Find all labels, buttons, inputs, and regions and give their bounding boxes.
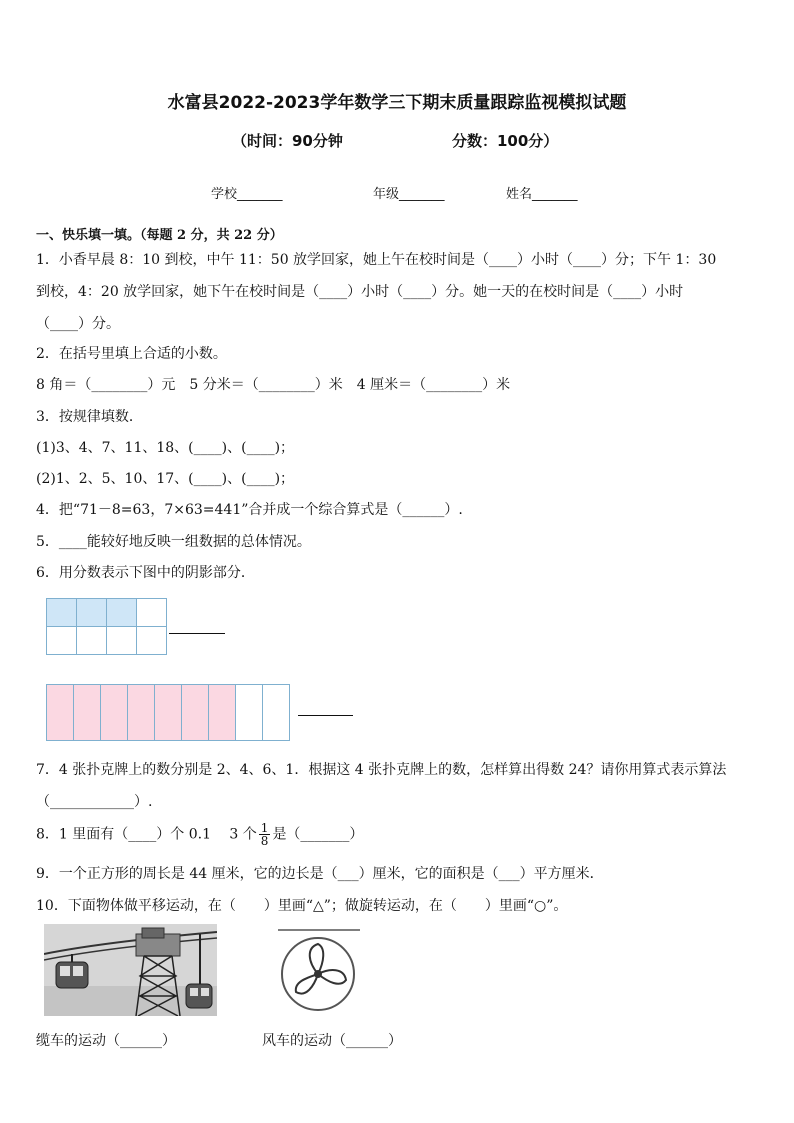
grid-cell-shaded xyxy=(182,685,209,741)
grid-cell-shaded xyxy=(155,685,182,741)
fraction-grid-bottom xyxy=(46,684,290,741)
question-8-part-1: 8．1 里面有（____）个 0.1 3 个 xyxy=(36,826,257,843)
question-8-part-2: 是（_______） xyxy=(272,826,364,843)
question-10: 10．下面物体做平移运动，在（ ）里画“△”；做旋转运动，在（ ）里画“○”。 xyxy=(36,898,568,914)
question-4: 4．把“71－8=63，7×63=441”合并成一个综合算式是（______）. xyxy=(36,502,463,518)
answer-line-grid-bottom[interactable] xyxy=(298,715,353,716)
question-3-line-3: (2)1、2、5、10、17、(____)、(____)； xyxy=(36,471,295,487)
question-1-line-1: 1．小香早晨 8：10 到校，中午 11：50 放学回家，她上午在校时间是（____）小时（____）分；下午 1：30 xyxy=(36,252,717,268)
grid-cell xyxy=(107,627,137,655)
grid-cell xyxy=(77,627,107,655)
windmill-image xyxy=(272,926,364,1018)
question-5: 5．____能较好地反映一组数据的总体情况。 xyxy=(36,534,311,550)
question-3-line-1: 3．按规律填数． xyxy=(36,409,143,425)
question-9: 9．一个正方形的周长是 44 厘米，它的边长是（___）厘米，它的面积是（___）平方厘米． xyxy=(36,866,604,882)
cable-car-caption: 缆车的运动（______） xyxy=(36,1033,176,1049)
page-title: 水富县2022-2023学年数学三下期末质量跟踪监视模拟试题 xyxy=(167,93,627,113)
grid-cell-shaded xyxy=(101,685,128,741)
grid-cell-shaded xyxy=(107,599,137,627)
grid-cell-shaded xyxy=(47,685,74,741)
grid-cell-shaded xyxy=(47,599,77,627)
grid-cell xyxy=(137,599,167,627)
school-field[interactable]: 学校_______ xyxy=(211,187,283,202)
fraction-grid-top xyxy=(46,598,167,655)
question-2-line-1: 2．在括号里填上合适的小数。 xyxy=(36,346,227,362)
name-field[interactable]: 姓名_______ xyxy=(506,187,578,202)
fraction-denominator: 8 xyxy=(260,834,269,848)
fraction-one-eighth xyxy=(259,822,271,847)
fraction-numerator: 1 xyxy=(260,821,269,835)
grid-cell xyxy=(137,627,167,655)
grid-cell-shaded xyxy=(74,685,101,741)
windmill-caption: 风车的运动（______） xyxy=(262,1033,402,1049)
exam-score: 分数：100分） xyxy=(452,132,559,150)
question-2-line-2: 8 角＝（________）元 5 分米＝（________）米 4 厘米＝（________）米 xyxy=(36,377,511,393)
grid-cell xyxy=(47,627,77,655)
grid-cell-shaded xyxy=(128,685,155,741)
question-6: 6．用分数表示下图中的阴影部分． xyxy=(36,565,255,581)
question-7-line-2: （____________）. xyxy=(36,794,153,810)
exam-time: （时间：90分钟 xyxy=(232,132,343,150)
grid-cell-shaded xyxy=(209,685,236,741)
question-1-line-2: 到校，4：20 放学回家，她下午在校时间是（____）小时（____）分。她一天的在校时间是（____）小时 xyxy=(36,284,684,300)
question-1-line-3: （____）分。 xyxy=(36,316,120,332)
grid-cell xyxy=(263,685,290,741)
question-8 xyxy=(36,822,363,847)
grid-cell-shaded xyxy=(77,599,107,627)
grid-cell xyxy=(236,685,263,741)
question-7-line-1: 7．4 张扑克牌上的数分别是 2、4、6、1．根据这 4 张扑克牌上的数，怎样算出得数 24？请你用算式表示算法 xyxy=(36,762,727,778)
answer-line-grid-top[interactable] xyxy=(169,633,225,634)
grade-field[interactable]: 年级_______ xyxy=(373,187,445,202)
question-3-line-2: (1)3、4、7、11、18、(____)、(____)； xyxy=(36,440,295,456)
section-heading: 一、快乐填一填。（每题 2 分，共 22 分） xyxy=(36,228,283,243)
cable-car-image xyxy=(44,924,217,1016)
